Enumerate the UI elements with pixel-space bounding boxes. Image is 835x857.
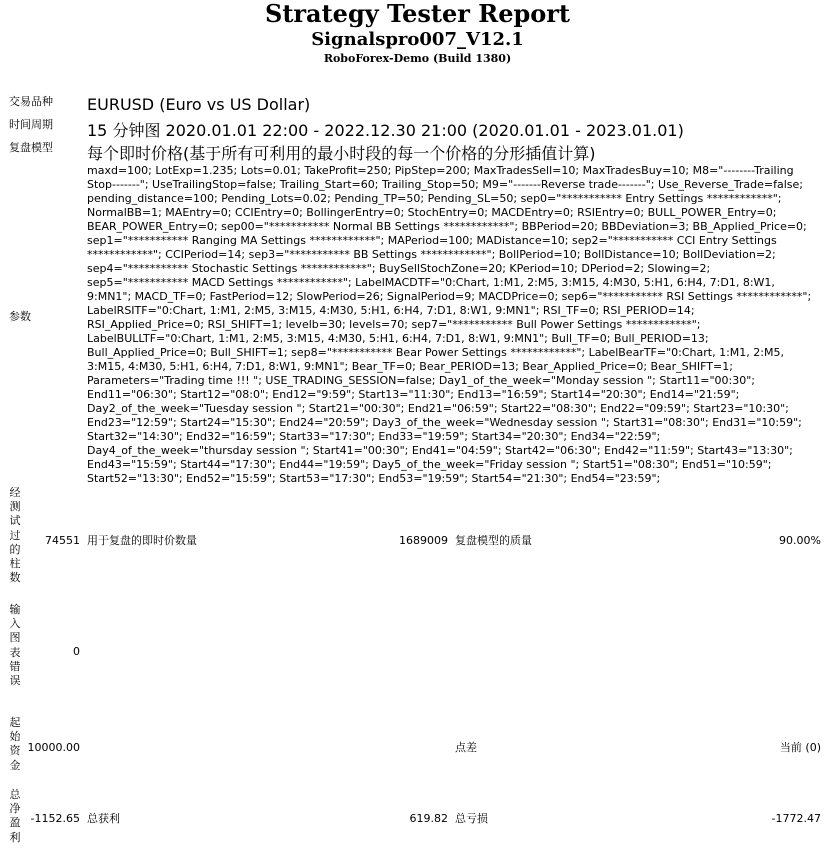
params-value: maxd=100; LotExp=1.235; Lots=0.01; TakeProfit=250; PipStep=200; MaxTradesSell=10; MaxTradesBuy=10; M8="--------Trailing Stop-------"; UseTrailingStop=false; Trailing_Start=60; Trailing_Stop=50; M9="-------Reverse trade-------"; Use_Reverse_Trade=false; pending_distance=100; Pending_Lots=0.02; Pending_TP=50; Pending_SL=50; sep0="*********** Entry Settings ************"; NormalBB=1; MAEntry=0; CCIEntry=0; BollingerEntry=0; StochEntry=0; MACDEntry=0; RSIEntry=0; BULL_POWER_Entry=0; BEAR_POWER_Entry=0; sep00="*********** Normal BB Settings ************"; BBPeriod=20; BBDeviation=3; BB_Applied_Price=0; sep1="*********** Ranging MA Settings ************"; MAPeriod=100; MADistance=10; sep2="*********** CCI Entry Settings ************"; CCIPeriod=14; sep3="*********** BB Settings ************"; BollPeriod=10; BollDistance=10; BollDeviation=2; sep4="*********** Stochastic Settings ************"; BuySellStochZone=20; KPeriod=10; DPeriod=2; Slowing=2; sep5="*********** MACD Settings ************"; LabelMACDTF="0:Chart, 1:M1, 2:M5, 3:M15, 4:M30, 5:H1, 6:H4, 7:D1, 8:W1, 9:MN1"; MACD_TF=0; FastPeriod=12; SlowPeriod=26; SignalPeriod=9; MACDPrice=0; sep6="*********** RSI Settings ************"; LabelRSITF="0:Chart, 1:M1, 2:M5, 3:M15, 4:M30, 5:H1, 6:H4, 7:D1, 8:W1, 9:MN1"; RSI_TF=0; RSI_PERIOD=14; RSI_Applied_Price=0; RSI_SHIFT=1; levelb=30; levels=70; sep7="*********** Bull Power Settings ************"; LabelBULLTF="0:Chart, 1:M1, 2:M5, 3:M15, 4:M30, 5:H1, 6:H4, 7:D1, 8:W1, 9:MN1"; Bull_TF=0; Bull_PERIOD=13; Bull_Applied_Price=0; Bull_SHIFT=1; sep8="*********** Bear Power Settings ************"; LabelBearTF="0:Chart, 1:M1, 2:M5, 3:M15, 4:M30, 5:H1, 6:H4, 7:D1, 8:W1, 9:MN1"; Bear_TF=0; Bear_PERIOD=13; Bear_Applied_Price=0; Bear_SHIFT=1; Parameters="Trading time !!! "; USE_TRADING_SESSION=false; Day1_of_the_week="Monday session "; Start11="00:30"; End11="06:30"; Start12="08:0"; End12="9:59"; Start13="11:30"; End13="16:59"; Start14="20:30"; End14="21:59"; Day2_of_the_week="Tuesday session "; Start21="00:30"; End21="06:59"; Start22="08:30"; End22="09:59"; Start23="10:30"; End23="12:59"; Start24="15:30"; End24="20:59"; Day3_of_the_week="Wednesday session "; Start31="08:30"; End31="10:59"; Start32="14:30"; End32="16:59"; Start33="17:30"; End33="19:59"; Start34="20:30"; End34="22:59"; Day4_of_the_week="thursday session "; Start41="00:30"; End41="04:59"; Start42="06:30"; End42="11:59"; Start43="13:30"; End43="15:59"; Start44="17:30"; End44="19:59"; Day5_of_the_week="Friday session "; Start51="08:30"; End51="10:59"; Start52="13:30"; End52="15:59"; Start53="17:30"; End53="19:59"; Start54="21:30"; End54="23:59"; — [87, 164, 812, 485]
params-label: 参数 — [9, 310, 31, 323]
symbol-label: 交易品种 — [9, 95, 53, 108]
expert-name: Signalspro007_V12.1 — [311, 29, 524, 50]
ticks-modelled-label: 用于复盘的即时价数量 — [87, 534, 197, 547]
total-net-profit-label: 总净盈利 — [9, 788, 21, 844]
gross-loss-label: 总亏损 — [455, 812, 488, 825]
gross-loss-value: -1772.47 — [771, 812, 821, 825]
gross-profit-label: 总获利 — [87, 812, 120, 825]
server-build: RoboForex-Demo (Build 1380) — [323, 52, 512, 65]
model-value: 每个即时价格(基于所有可利用的最小时段的每一个价格的分形插值计算) — [87, 144, 596, 163]
report-header — [0, 0, 835, 66]
modelling-quality-value: 90.00% — [779, 534, 821, 547]
ticks-modelled-value: 1689009 — [399, 534, 448, 547]
spread-label: 点差 — [455, 741, 477, 754]
period-value: 15 分钟图 2020.01.01 22:00 - 2022.12.30 21:00 (2020.01.01 - 2023.01.01) — [87, 121, 684, 140]
chart-errors-label: 输入图表错误 — [9, 603, 21, 688]
report-title: Strategy Tester Report — [264, 0, 571, 28]
period-label: 时间周期 — [9, 118, 53, 131]
gross-profit-value: 619.82 — [409, 812, 448, 825]
spread-value: 当前 (0) — [779, 741, 821, 754]
bars-tested-label: 经测试过的柱数 — [9, 486, 21, 585]
initial-deposit-value: 10000.00 — [27, 741, 80, 754]
total-net-profit-value: -1152.65 — [30, 812, 80, 825]
model-label: 复盘模型 — [9, 141, 53, 154]
chart-errors-value: 0 — [73, 645, 80, 658]
bars-tested-value: 74551 — [45, 534, 80, 547]
initial-deposit-label: 起始资金 — [9, 716, 21, 772]
modelling-quality-label: 复盘模型的质量 — [455, 534, 532, 547]
symbol-value: EURUSD (Euro vs US Dollar) — [87, 95, 311, 114]
